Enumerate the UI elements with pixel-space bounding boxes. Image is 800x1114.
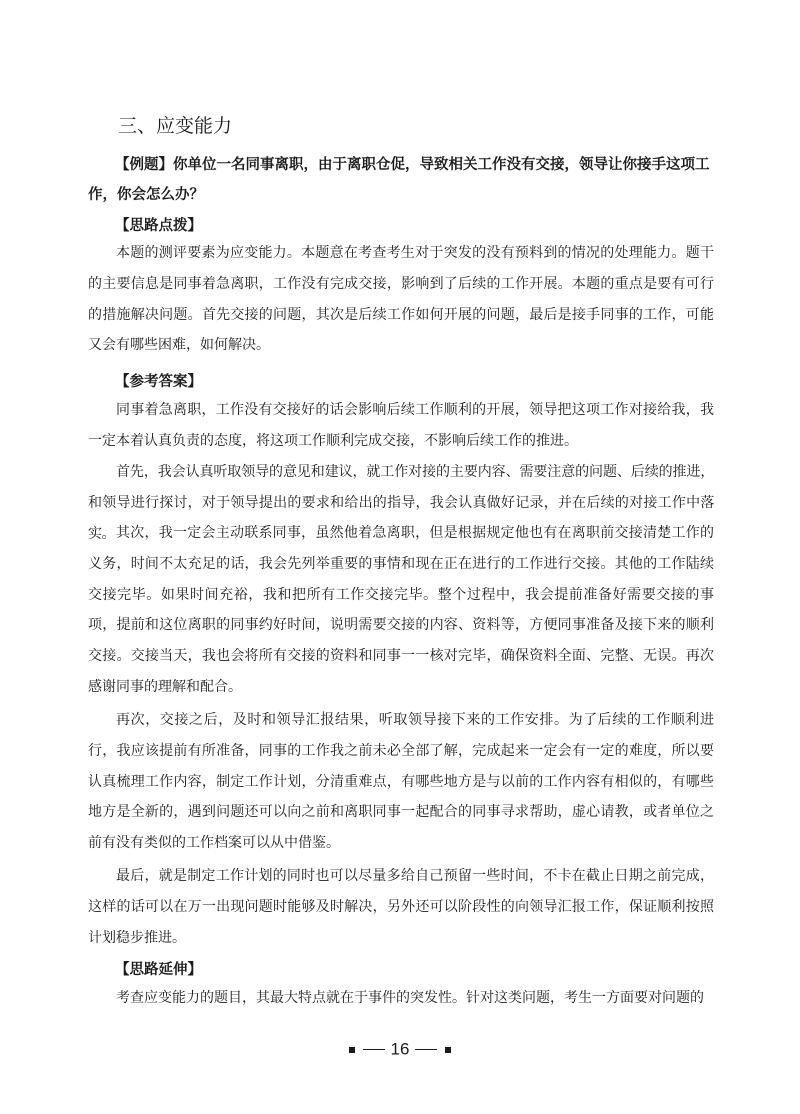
heading-extension: 【思路延伸】 xyxy=(115,962,202,978)
page-number: 16 xyxy=(390,1039,410,1059)
page-footer xyxy=(0,1038,800,1061)
footer-square-right-icon xyxy=(445,1047,451,1053)
heading-tips: 【思路点拨】 xyxy=(115,218,202,234)
paragraph-last: 最后，就是制定工作计划的同时也可以尽量多给自己预留一些时间，不卡在截止日期之前完成，这样的话可以在万一出现问题时能够及时解决，另外还可以阶段性的向领导汇报工作，保证顺利按照计划稳步推进。 xyxy=(88,868,714,946)
paragraph-answer-intro: 同事着急离职，工作没有交接好的话会影响后续工作顺利的开展，领导把这项工作对接给我，我一定本着认真负责的态度，将这项工作顺利完成交接，不影响后续工作的推进。 xyxy=(88,402,714,449)
paragraph-third: 再次，交接之后，及时和领导汇报结果，听取领导接下来的工作安排。为了后续的工作顺利进行，我应该提前有所准备，同事的工作我之前未必全部了解，完成起来一定会有一定的难度，所以要认真梳理工作内容，制定工作计划，分清重难点，有哪些地方是与以前的工作内容有相似的，有哪些地方是全新的，遇到问题还可以向之前和离职同事一起配合的同事寻求帮助，虚心请教，或者单位之前有没有类似的工作档案可以从中借鉴。 xyxy=(88,712,714,852)
heading-answer: 【参考答案】 xyxy=(115,374,202,390)
paragraph-extension: 考查应变能力的题目，其最大特点就在于事件的突发性。针对这类问题，考生一方面要对问题的 xyxy=(116,990,704,1006)
paragraph-tips: 本题的测评要素为应变能力。本题意在考查考生对于突发的没有预料到的情况的处理能力。题干的主要信息是同事着急离职，工作没有完成交接，影响到了后续的工作开展。本题的重点是要有可行的措施解决问题。首先交接的问题，其次是后续工作如何开展的问题，最后是接手同事的工作，可能又会有哪些困难，如何解决。 xyxy=(88,245,714,354)
paragraph-first: 首先，我会认真听取领导的意见和建议，就工作对接的主要内容、需要注意的问题、后续的推进，和领导进行探讨，对于领导提出的要求和给出的指导，我会认真做好记录，并在后续的对接工作中落实。 xyxy=(88,464,714,542)
paragraph-second: 其次，我一定会主动联系同事，虽然他着急离职，但是根据规定他也有在离职前交接清楚工作的义务，时间不太充足的话，我会先列举重要的事情和现在正在进行的工作进行交接。其他的工作陆续交接完毕。如果时间充裕，我和把所有工作交接完毕。整个过程中，我会提前准备好需要交接的事项，提前和这位离职的同事约好时间，说明需要交接的内容、资料等，方便同事准备及接下来的顺利交接。交接当天，我也会将所有交接的资料和同事一一核对完毕，确保资料全面、完整、无误。再次感谢同事的理解和配合。 xyxy=(88,525,714,695)
footer-dash-left xyxy=(363,1049,385,1051)
question-text: 【例题】你单位一名同事离职，由于离职仓促，导致相关工作没有交接，领导让你接手这项工作，你会怎么办？ xyxy=(88,157,710,203)
footer-dash-right xyxy=(415,1049,437,1051)
footer-square-left-icon xyxy=(349,1047,355,1053)
section-title: 三、应变能力 xyxy=(118,115,233,137)
